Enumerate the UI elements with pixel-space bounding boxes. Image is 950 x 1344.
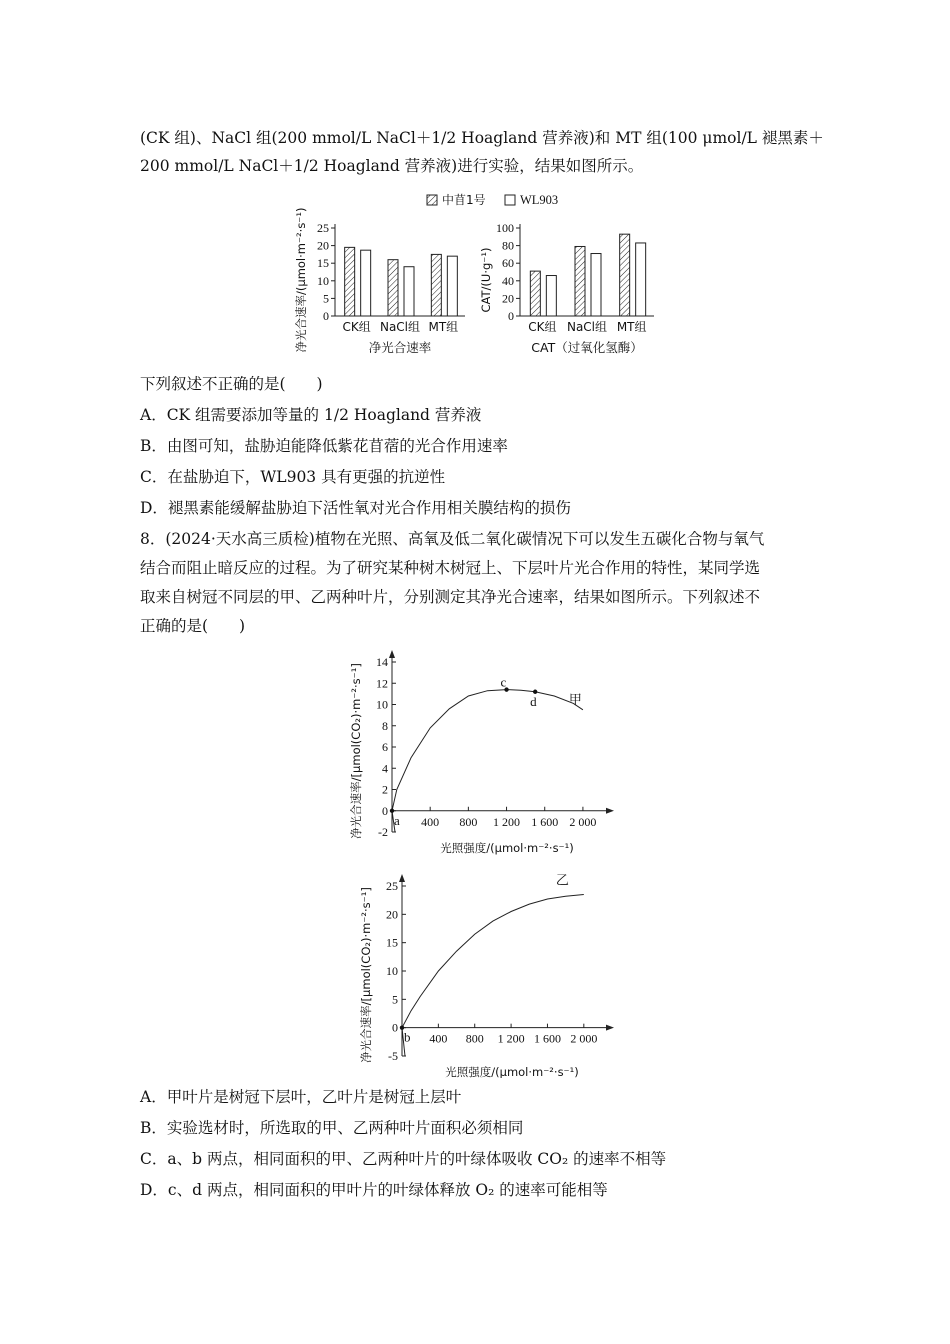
bar-wl903 [447, 256, 457, 316]
y-tick-label: 0 [508, 309, 514, 323]
y-tick-label: -5 [388, 1049, 398, 1063]
intro-line-1: (CK 组)、NaCl 组(200 mmol/L NaCl＋1/2 Hoagland 营养液)和 MT 组(100 μmol/L 褪黑素＋ [140, 129, 824, 147]
category-label: MT组 [428, 320, 459, 334]
y-tick-label: 5 [323, 291, 329, 306]
q8-option-c: C．a、b 两点，相同面积的甲、乙两种叶片的叶绿体吸收 CO₂ 的速率不相等 [140, 1150, 667, 1168]
legend [427, 192, 558, 207]
y-tick-label: 20 [317, 238, 329, 253]
x-axis-title: 光照强度/(μmol·m⁻²·s⁻¹) [445, 1065, 579, 1078]
q8-option-a: A．甲叶片是树冠下层叶，乙叶片是树冠上层叶 [140, 1088, 462, 1106]
chart-title: 净光合速率 [368, 340, 432, 355]
bar-wl903 [361, 250, 371, 316]
y-axis-title: CAT/(U·g⁻¹) [479, 247, 493, 313]
y-tick-label: 5 [392, 992, 398, 1007]
bar-zhongmu [345, 247, 355, 316]
q8-option-b: B．实验选材时，所选取的甲、乙两种叶片面积必须相同 [140, 1119, 524, 1137]
q8-line-4: 正确的是( ) [140, 617, 246, 635]
y-axis-title: 净光合速率/(μmol·m⁻²·s⁻¹) [294, 207, 308, 353]
bar-zhongmu [530, 271, 540, 316]
bar-zhongmu [388, 260, 398, 316]
x-axis-title: 光照强度/(μmol·m⁻²·s⁻¹) [440, 841, 574, 855]
y-tick-label: 14 [376, 655, 388, 669]
net-photosynthesis-bar-chart [294, 208, 465, 355]
chart-title: CAT（过氧化氢酶） [531, 340, 643, 355]
x-tick-label: 400 [421, 814, 440, 829]
x-tick-label: 1 200 [493, 814, 521, 829]
curve [392, 690, 583, 811]
x-tick-label: 1 600 [531, 814, 559, 829]
bar-figure [290, 188, 670, 360]
q7-option-c: C．在盐胁迫下，WL903 具有更强的抗逆性 [140, 468, 446, 486]
category-label: NaCl组 [379, 320, 421, 334]
x-tick-label: 1 200 [497, 1031, 525, 1046]
x-tick-label: 2 000 [570, 1031, 598, 1046]
q8-option-d: D．c、d 两点，相同面积的甲叶片的叶绿体释放 O₂ 的速率可能相等 [140, 1181, 608, 1199]
bar-wl903 [591, 254, 601, 316]
y-axis-arrow [399, 874, 405, 882]
bar-wl903 [546, 276, 556, 316]
y-tick-label: 6 [382, 740, 388, 754]
y-tick-label: 0 [392, 1020, 398, 1035]
point-label-b: b [404, 1029, 411, 1045]
point-label-a: a [394, 812, 400, 828]
y-tick-label: 8 [382, 718, 388, 733]
legend-label-zhongmu: 中苜1号 [442, 193, 486, 207]
bar-zhongmu [575, 246, 585, 316]
x-tick-label: 800 [465, 1031, 484, 1046]
line-chart-yi [340, 868, 620, 1078]
y-tick-label: 20 [502, 291, 514, 306]
curve [402, 895, 584, 1028]
cat-bar-chart [479, 221, 654, 355]
category-label: CK组 [528, 320, 557, 334]
q7-option-a: A．CK 组需要添加等量的 1/2 Hoagland 营养液 [140, 406, 482, 424]
q7-stem: 下列叙述不正确的是( ) [140, 375, 323, 393]
y-tick-label: 4 [382, 761, 388, 776]
q7-option-b: B．由图可知，盐胁迫能降低紫花苜蓿的光合作用速率 [140, 437, 508, 455]
q8-line-2: 结合而阻止暗反应的过程。为了研究某种树木树冠上、下层叶片光合作用的特性，某同学选 [140, 559, 761, 577]
y-tick-label: 2 [382, 782, 388, 797]
y-tick-label: 20 [386, 907, 398, 922]
x-tick-label: 1 600 [533, 1031, 561, 1046]
legend-label-wl903: WL903 [520, 193, 559, 207]
bar-zhongmu [431, 254, 441, 316]
y-tick-label: 60 [502, 256, 514, 271]
q7-option-d: D．褪黑素能缓解盐胁迫下活性氧对光合作用相关膜结构的损伤 [140, 499, 571, 517]
y-tick-label: 80 [502, 238, 514, 253]
series-label: 甲 [568, 692, 582, 708]
line-chart-jia [340, 645, 620, 860]
y-tick-label: -2 [378, 825, 388, 839]
x-axis-arrow [606, 1025, 614, 1031]
y-axis-title: 净光合速率/[μmol(CO₂)·m⁻²·s⁻¹] [359, 887, 373, 1063]
y-tick-label: 100 [496, 221, 514, 235]
y-tick-label: 10 [376, 697, 388, 712]
legend-open-swatch [505, 195, 515, 205]
point-label-d: d [530, 693, 537, 709]
series-label: 乙 [555, 873, 569, 889]
y-tick-label: 15 [386, 935, 398, 950]
y-tick-label: 0 [382, 803, 388, 818]
q8-line-3: 取来自树冠不同层的甲、乙两种叶片，分别测定其净光合速率，结果如图所示。下列叙述不 [140, 588, 761, 606]
y-tick-label: 10 [317, 273, 329, 288]
x-tick-label: 2 000 [569, 814, 597, 829]
y-tick-label: 25 [317, 221, 329, 235]
point-label-c: c [500, 674, 507, 690]
y-axis-arrow [389, 650, 395, 658]
y-tick-label: 0 [323, 309, 329, 323]
x-tick-label: 800 [459, 814, 478, 829]
category-label: MT组 [616, 320, 647, 334]
y-tick-label: 25 [386, 879, 398, 893]
bar-wl903 [404, 267, 414, 316]
y-tick-label: 40 [502, 273, 514, 288]
legend-hatch-swatch [427, 195, 437, 205]
x-tick-label: 400 [429, 1031, 448, 1046]
y-tick-label: 15 [317, 256, 329, 271]
y-tick-label: 12 [376, 676, 388, 691]
y-tick-label: 10 [386, 964, 398, 978]
bar-wl903 [636, 243, 646, 316]
y-axis-title: 净光合速率/[μmol(CO₂)·m⁻²·s⁻¹] [349, 663, 363, 839]
bar-zhongmu [620, 234, 630, 316]
intro-line-2: 200 mmol/L NaCl＋1/2 Hoagland 营养液)进行实验，结果如图所示。 [140, 157, 644, 175]
category-label: NaCl组 [566, 320, 608, 334]
x-axis-arrow [606, 808, 614, 814]
q8-line-1: 8．(2024·天水高三质检)植物在光照、高氧及低二氧化碳情况下可以发生五碳化合物与氧气 [140, 530, 765, 548]
category-label: CK组 [342, 320, 371, 334]
